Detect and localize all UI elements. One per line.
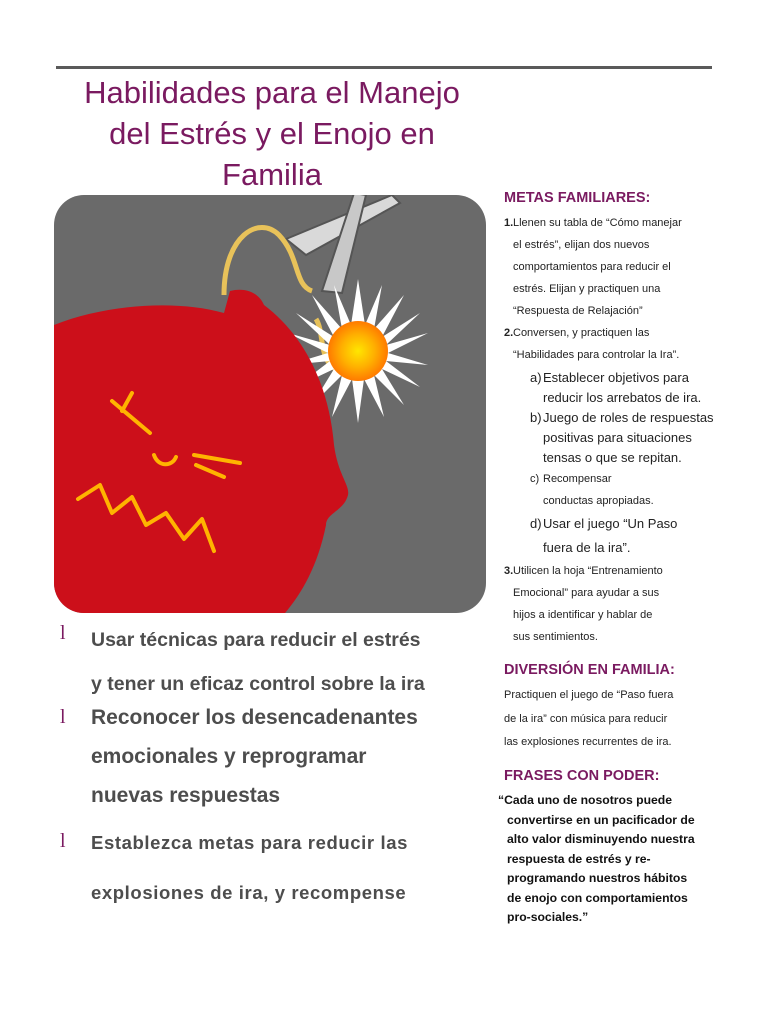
goal-line: comportamientos para reducir el bbox=[513, 261, 671, 273]
subgoal-item bbox=[513, 512, 722, 560]
subgoal-item bbox=[513, 468, 722, 512]
subgoal-letter: c) bbox=[530, 473, 540, 485]
quote-line: convertirse en un pacificador de bbox=[507, 812, 695, 827]
list-item bbox=[56, 828, 511, 918]
bullet-marker: l bbox=[60, 622, 66, 644]
fun-text bbox=[504, 684, 714, 755]
goal-item bbox=[500, 212, 722, 322]
subgoal-letter: b) bbox=[530, 410, 542, 425]
goal-line: Utilicen la hoja “Entrenamiento bbox=[513, 565, 663, 577]
quote-line: “Cada uno de nosotros puede bbox=[498, 793, 673, 807]
goal-line: el estrés”, elijan dos nuevos bbox=[513, 239, 650, 251]
subgoal-line: conductas apropiadas. bbox=[543, 495, 654, 507]
bullet-line: y tener un eficaz control sobre la ira bbox=[91, 673, 425, 695]
title-line: Familia bbox=[222, 157, 322, 192]
subgoal-line: Recompensar bbox=[543, 473, 612, 485]
bullet-line: Usar técnicas para reducir el estrés bbox=[91, 629, 421, 651]
bullet-line: nuevas respuestas bbox=[91, 784, 281, 807]
goal-line: Llenen su tabla de “Cómo manejar bbox=[513, 217, 682, 229]
bullet-line: Reconocer los desencadenantes bbox=[91, 706, 418, 729]
subgoals-list bbox=[513, 368, 722, 560]
subgoal-letter: a) bbox=[530, 370, 542, 385]
fun-line: Practiquen el juego de “Paso fuera bbox=[504, 689, 674, 701]
subgoal-line: Juego de roles de respuestas bbox=[543, 410, 714, 425]
quote-line: programando nuestros hábitos bbox=[507, 871, 688, 885]
goal-number: 1. bbox=[504, 217, 514, 229]
page-title bbox=[48, 72, 496, 195]
subgoal-line: positivas para situaciones bbox=[543, 430, 692, 445]
goal-number: 3. bbox=[504, 565, 514, 577]
title-line: del Estrés y el Enojo en bbox=[109, 116, 435, 151]
goals-heading: METAS FAMILIARES: bbox=[504, 190, 651, 206]
subgoal-line: tensas o que se repitan. bbox=[543, 450, 682, 465]
list-item bbox=[56, 620, 511, 706]
goal-item bbox=[500, 560, 722, 648]
bullet-marker: l bbox=[60, 830, 66, 852]
title-line: Habilidades para el Manejo bbox=[84, 75, 460, 110]
goal-line: “Respuesta de Relajación” bbox=[513, 305, 643, 317]
goal-item bbox=[500, 322, 722, 560]
angry-bomb-illustration bbox=[54, 195, 486, 613]
subgoal-letter: d) bbox=[530, 516, 542, 531]
bullet-line: explosiones de ira, y recompense bbox=[91, 882, 407, 903]
bullet-line: Establezca metas para reducir las bbox=[91, 832, 408, 853]
bullet-line: emocionales y reprogramar bbox=[91, 745, 367, 768]
top-rule bbox=[56, 66, 712, 69]
fun-line: de la ira” con música para reducir bbox=[504, 712, 668, 725]
quote-line: alto valor disminuyendo nuestra bbox=[507, 832, 695, 846]
quote-line: pro-sociales.” bbox=[507, 910, 589, 924]
goal-number: 2. bbox=[504, 327, 514, 339]
quote-line: de enojo con comportamientos bbox=[507, 890, 688, 905]
goals-list bbox=[500, 212, 722, 648]
goal-line: sus sentimientos. bbox=[513, 631, 598, 643]
quote-line: respuesta de estrés y re- bbox=[507, 851, 651, 866]
subgoal-line: Establecer objetivos para bbox=[543, 370, 689, 385]
subgoal-item bbox=[513, 368, 722, 408]
goal-line: “Habilidades para controlar la Ira”. bbox=[513, 349, 680, 361]
power-phrases-heading: FRASES CON PODER: bbox=[504, 768, 660, 784]
subgoal-line: reducir los arrebatos de ira. bbox=[543, 390, 702, 405]
bullet-marker: l bbox=[60, 706, 66, 728]
goal-line: Conversen, y practiquen las bbox=[513, 327, 650, 339]
power-quote bbox=[498, 791, 728, 928]
goal-line: estrés. Elijan y practiquen una bbox=[513, 283, 661, 295]
subgoal-line: Usar el juego “Un Paso bbox=[543, 516, 678, 531]
subgoal-item bbox=[513, 408, 722, 468]
goal-line: Emocional” para ayudar a sus bbox=[513, 587, 660, 599]
list-item bbox=[56, 704, 511, 815]
fun-line: las explosiones recurrentes de ira. bbox=[504, 736, 672, 748]
goal-line: hijos a identificar y hablar de bbox=[513, 609, 653, 621]
subgoal-line: fuera de la ira”. bbox=[543, 540, 631, 555]
fun-heading: DIVERSIÓN EN FAMILIA: bbox=[504, 662, 675, 678]
